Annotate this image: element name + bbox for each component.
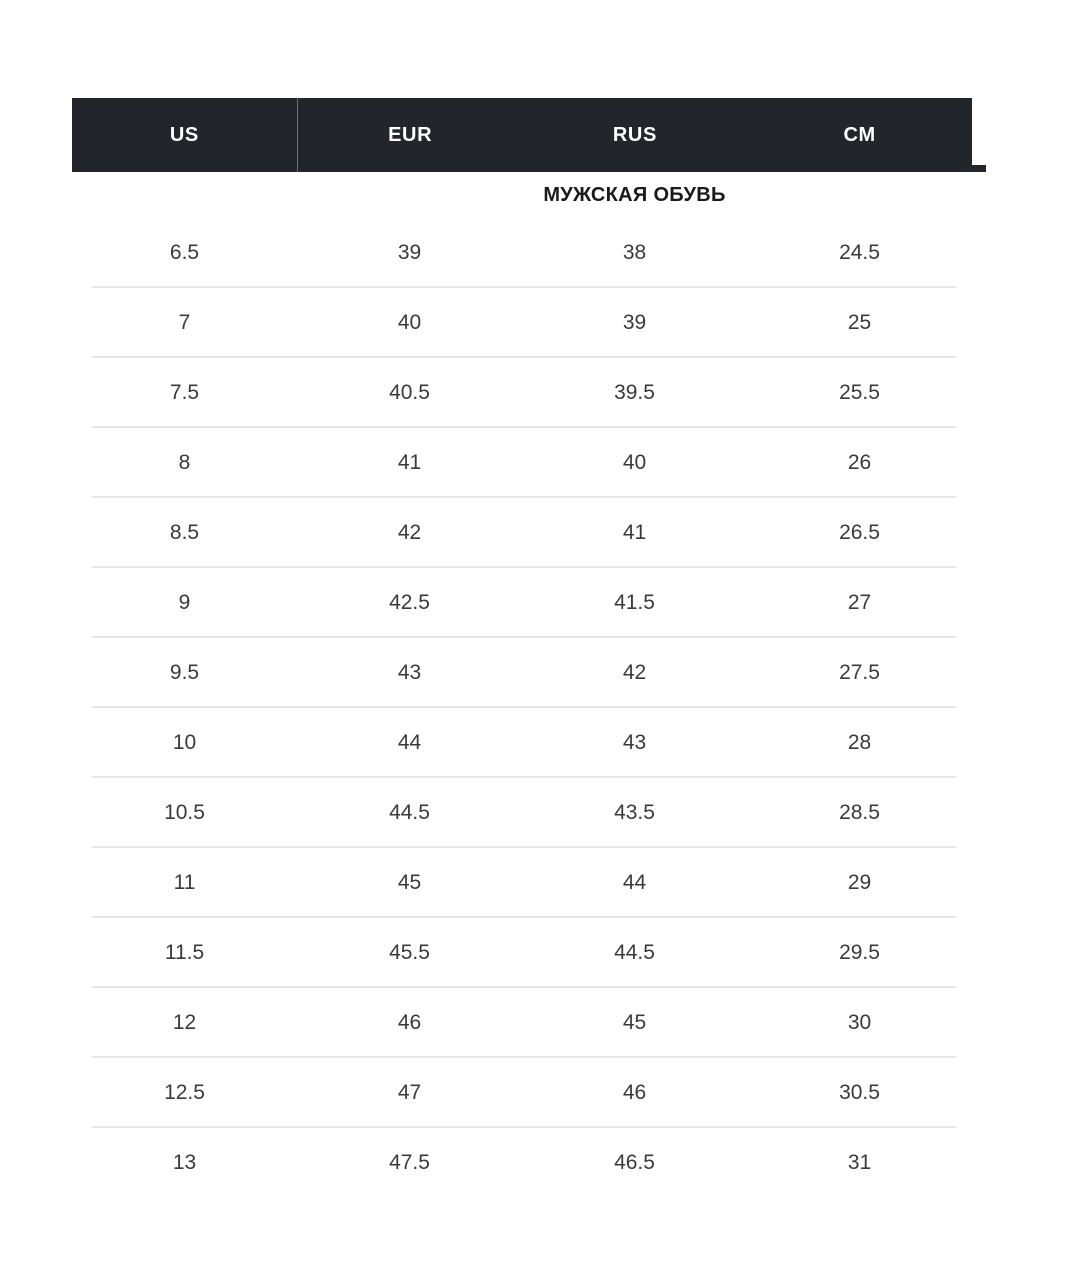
- table-cell-cm: 27.5: [839, 661, 880, 684]
- table-cell-cm: 28: [847, 731, 872, 754]
- column-header-eur: EUR: [388, 123, 433, 146]
- table-cell-us: 8: [178, 451, 191, 474]
- table-cell-eur: 40: [397, 311, 422, 334]
- size-table-header: [72, 98, 972, 172]
- table-body: [72, 218, 972, 1198]
- table-cell-cm: 25: [847, 311, 872, 334]
- table-cell-eur: 46: [397, 1011, 422, 1034]
- table-cell-rus: 43: [622, 731, 647, 754]
- table-row: [72, 288, 972, 358]
- table-row: [72, 428, 972, 498]
- column-header-rus: RUS: [612, 123, 657, 146]
- table-cell-us: 7: [178, 311, 191, 334]
- table-row: [72, 568, 972, 638]
- table-cell-cm: 30: [847, 1011, 872, 1034]
- table-row: [72, 1058, 972, 1128]
- table-cell-eur: 42: [397, 521, 422, 544]
- size-conversion-table: [72, 98, 972, 1198]
- table-row: [72, 848, 972, 918]
- table-cell-cm: 28.5: [839, 801, 880, 824]
- table-row: [72, 1128, 972, 1198]
- table-cell-cm: 25.5: [839, 381, 880, 404]
- table-cell-us: 11: [173, 871, 196, 894]
- table-row: [72, 918, 972, 988]
- table-cell-eur: 40.5: [389, 381, 430, 404]
- table-cell-cm: 26: [847, 451, 872, 474]
- table-cell-eur: 43: [397, 661, 422, 684]
- table-cell-cm: 24.5: [839, 241, 880, 264]
- table-cell-us: 11.5: [164, 941, 205, 964]
- table-cell-cm: 29.5: [839, 941, 880, 964]
- table-cell-cm: 29: [847, 871, 872, 894]
- table-cell-rus: 41: [622, 521, 647, 544]
- table-cell-cm: 31: [847, 1151, 872, 1174]
- table-cell-rus: 46.5: [614, 1151, 655, 1174]
- table-cell-rus: 41.5: [614, 591, 655, 614]
- table-cell-eur: 45.5: [389, 941, 430, 964]
- table-cell-us: 10: [172, 731, 197, 754]
- table-row: [72, 708, 972, 778]
- table-cell-us: 9.5: [169, 661, 200, 684]
- table-cell-us: 9: [178, 591, 191, 614]
- table-cell-rus: 43.5: [614, 801, 655, 824]
- table-cell-eur: 42.5: [389, 591, 430, 614]
- table-cell-us: 7.5: [169, 381, 200, 404]
- table-cell-eur: 39: [397, 241, 422, 264]
- table-row: [72, 358, 972, 428]
- table-cell-cm: 26.5: [839, 521, 880, 544]
- table-cell-eur: 41: [397, 451, 422, 474]
- table-cell-rus: 39.5: [614, 381, 655, 404]
- table-cell-rus: 44.5: [614, 941, 655, 964]
- table-cell-rus: 40: [622, 451, 647, 474]
- table-row: [72, 988, 972, 1058]
- column-header-us: US: [72, 98, 298, 172]
- table-cell-rus: 46: [622, 1081, 647, 1104]
- table-cell-us: 10.5: [164, 801, 205, 824]
- table-cell-eur: 47.5: [389, 1151, 430, 1174]
- table-cell-eur: 44.5: [389, 801, 430, 824]
- table-cell-rus: 45: [622, 1011, 647, 1034]
- table-cell-us: 8.5: [169, 521, 200, 544]
- table-row: [72, 498, 972, 568]
- table-cell-cm: 30.5: [839, 1081, 880, 1104]
- table-cell-us: 12.5: [164, 1081, 205, 1104]
- table-cell-rus: 42: [622, 661, 647, 684]
- table-cell-rus: 44: [622, 871, 647, 894]
- section-title-row: [72, 172, 972, 218]
- table-row: [72, 638, 972, 708]
- table-row: [72, 778, 972, 848]
- table-cell-rus: 38: [622, 241, 647, 264]
- table-cell-eur: 47: [397, 1081, 422, 1104]
- table-cell-us: 12: [172, 1011, 197, 1034]
- table-cell-eur: 45: [397, 871, 422, 894]
- table-cell-us: 6.5: [169, 241, 200, 264]
- section-title: МУЖСКАЯ ОБУВЬ: [543, 183, 726, 206]
- table-row: [72, 218, 972, 288]
- table-cell-cm: 27: [847, 591, 872, 614]
- table-cell-rus: 39: [622, 311, 647, 334]
- table-cell-eur: 44: [397, 731, 422, 754]
- table-cell-us: 13: [172, 1151, 197, 1174]
- column-header-cm: CM: [843, 123, 876, 146]
